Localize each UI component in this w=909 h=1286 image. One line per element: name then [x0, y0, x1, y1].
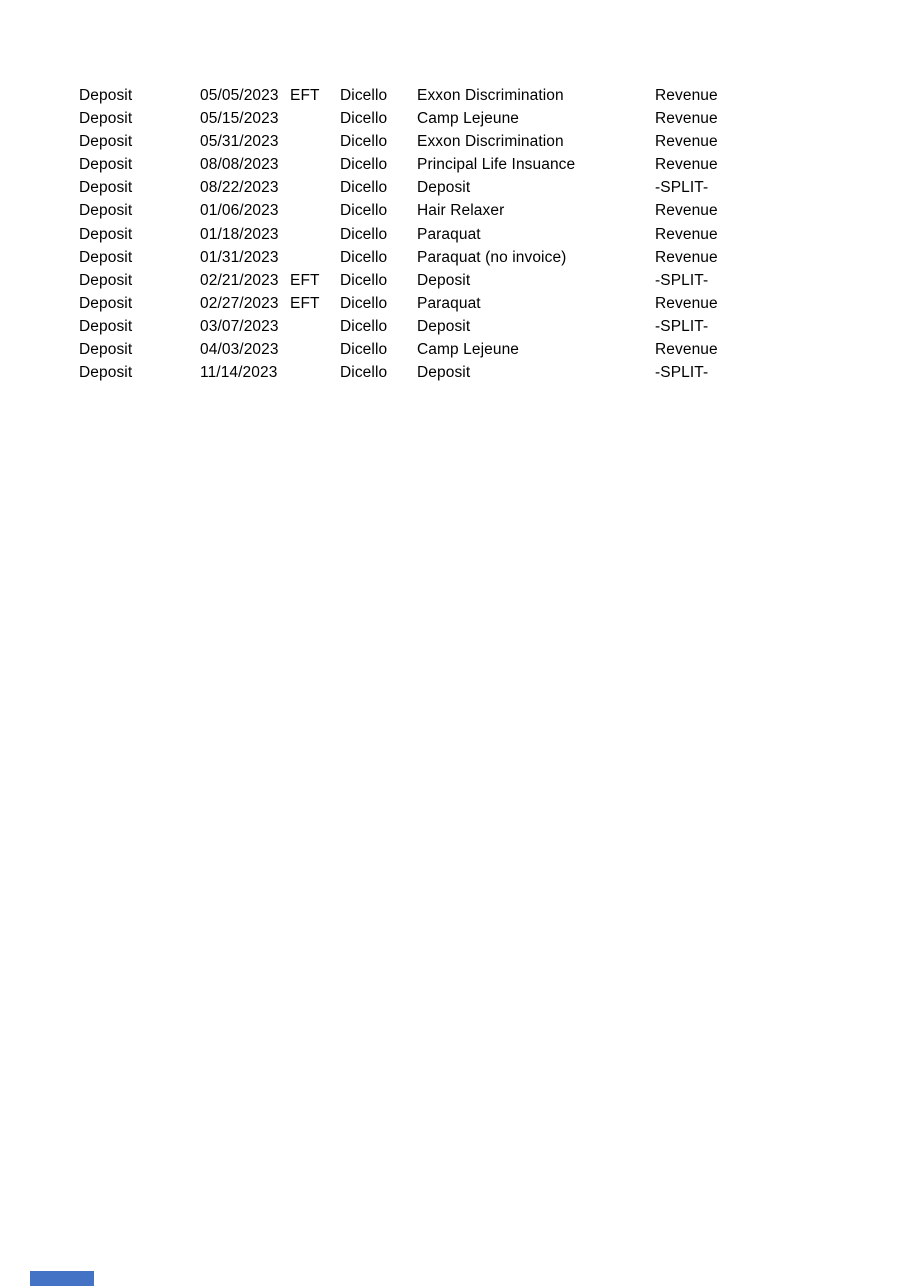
transaction-list	[79, 84, 819, 384]
txn-memo: Camp Lejeune	[417, 341, 520, 359]
txn-split: Revenue	[655, 294, 718, 312]
table-row	[79, 84, 819, 107]
txn-date: 08/08/2023	[200, 156, 279, 174]
txn-type: Deposit	[79, 248, 133, 266]
txn-memo: Deposit	[417, 179, 471, 197]
table-row	[79, 223, 819, 246]
txn-split: Revenue	[655, 341, 718, 359]
txn-date: 05/15/2023	[200, 110, 279, 128]
txn-split: Revenue	[655, 87, 718, 104]
txn-split: -SPLIT-	[655, 271, 709, 289]
txn-name: Dicello	[340, 110, 388, 128]
table-row	[79, 269, 819, 292]
txn-date: 02/27/2023	[200, 294, 279, 312]
txn-name: Dicello	[340, 341, 388, 359]
txn-eft: EFT	[290, 87, 320, 104]
txn-split: Revenue	[655, 156, 718, 174]
txn-split: Revenue	[655, 248, 718, 266]
txn-name: Dicello	[340, 248, 388, 266]
txn-split: Revenue	[655, 133, 718, 151]
txn-name: Dicello	[340, 179, 388, 197]
txn-type: Deposit	[79, 202, 133, 220]
txn-date: 11/14/2023	[200, 364, 278, 382]
txn-date: 08/22/2023	[200, 179, 279, 197]
table-row	[79, 246, 819, 269]
txn-type: Deposit	[79, 179, 133, 197]
txn-split: -SPLIT-	[655, 364, 709, 382]
txn-type: Deposit	[79, 271, 133, 289]
table-row	[79, 338, 819, 361]
txn-split: -SPLIT-	[655, 179, 709, 197]
table-row	[79, 130, 819, 153]
txn-memo: Paraquat	[417, 225, 481, 243]
txn-memo: Deposit	[417, 364, 471, 382]
txn-split: Revenue	[655, 202, 718, 220]
txn-split: Revenue	[655, 225, 718, 243]
txn-memo: Paraquat	[417, 294, 481, 312]
txn-memo: Hair Relaxer	[417, 202, 505, 220]
txn-date: 03/07/2023	[200, 317, 279, 335]
txn-name: Dicello	[340, 156, 388, 174]
txn-memo: Camp Lejeune	[417, 110, 520, 128]
txn-date: 04/03/2023	[200, 341, 279, 359]
txn-name: Dicello	[340, 364, 388, 382]
txn-memo: Paraquat (no invoice)	[417, 248, 567, 266]
txn-eft: EFT	[290, 294, 320, 312]
txn-date: 01/06/2023	[200, 202, 279, 220]
txn-date: 01/18/2023	[200, 225, 279, 243]
txn-eft: EFT	[290, 271, 320, 289]
txn-name: Dicello	[340, 271, 388, 289]
txn-date: 02/21/2023	[200, 271, 279, 289]
txn-split: -SPLIT-	[655, 317, 709, 335]
txn-memo: Deposit	[417, 271, 471, 289]
txn-type: Deposit	[79, 341, 133, 359]
table-row	[79, 361, 819, 384]
table-row	[79, 176, 819, 199]
txn-type: Deposit	[79, 364, 133, 382]
txn-type: Deposit	[79, 87, 133, 104]
txn-memo: Deposit	[417, 317, 471, 335]
table-row	[79, 292, 819, 315]
txn-split: Revenue	[655, 110, 718, 128]
table-row	[79, 199, 819, 222]
txn-type: Deposit	[79, 133, 133, 151]
txn-memo: Exxon Discrimination	[417, 87, 564, 104]
txn-name: Dicello	[340, 317, 388, 335]
txn-name: Dicello	[340, 133, 388, 151]
txn-type: Deposit	[79, 317, 133, 335]
txn-date: 01/31/2023	[200, 248, 279, 266]
txn-name: Dicello	[340, 225, 388, 243]
txn-date: 05/31/2023	[200, 133, 279, 151]
txn-name: Dicello	[340, 202, 388, 220]
sheet-tab-indicator[interactable]	[30, 1271, 94, 1286]
txn-name: Dicello	[340, 87, 388, 104]
txn-type: Deposit	[79, 156, 133, 174]
txn-type: Deposit	[79, 294, 133, 312]
txn-date: 05/05/2023	[200, 87, 279, 104]
table-row	[79, 315, 819, 338]
txn-type: Deposit	[79, 225, 133, 243]
table-row	[79, 153, 819, 176]
txn-type: Deposit	[79, 110, 133, 128]
txn-name: Dicello	[340, 294, 388, 312]
txn-memo: Principal Life Insuance	[417, 156, 576, 174]
txn-memo: Exxon Discrimination	[417, 133, 564, 151]
table-row	[79, 107, 819, 130]
